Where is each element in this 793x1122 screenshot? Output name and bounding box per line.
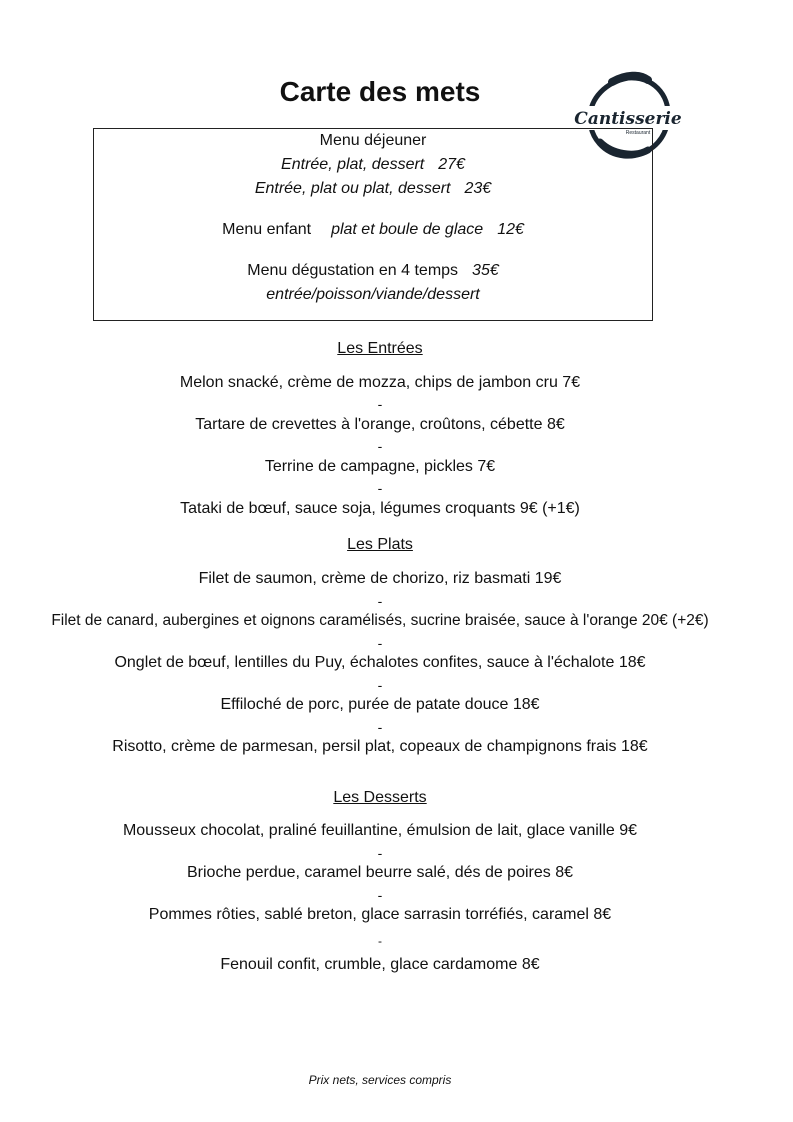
- dish-entree: Tataki de bœuf, sauce soja, légumes croquants 9€ (+1€): [180, 500, 580, 517]
- lunch-menu-title: Menu déjeuner: [319, 132, 427, 149]
- dish-entree: Melon snacké, crème de mozza, chips de jambon cru 7€: [179, 374, 581, 391]
- separator: -: [377, 635, 383, 651]
- dish-plat: Filet de canard, aubergines et oignons caramélisés, sucrine braisée, sauce à l'orange 20€ (+2€): [51, 612, 709, 629]
- dish-entree: Terrine de campagne, pickles 7€: [264, 458, 496, 475]
- dish-dessert: Brioche perdue, caramel beurre salé, dés de poires 8€: [187, 864, 573, 881]
- svg-text:Restaurant: Restaurant: [625, 130, 651, 136]
- separator: -: [377, 396, 383, 412]
- section-heading-plats: Les Plats: [347, 536, 413, 553]
- lunch-option-2: Entrée, plat ou plat, dessert 23€: [254, 180, 492, 197]
- separator: -: [377, 719, 383, 735]
- separator: -: [378, 934, 382, 948]
- dish-plat: Onglet de bœuf, lentilles du Puy, échalotes confites, sauce à l'échalote 18€: [114, 654, 646, 671]
- footer-note: Prix nets, services compris: [308, 1073, 452, 1087]
- separator: -: [377, 480, 383, 496]
- lunch-option-1: Entrée, plat, dessert 27€: [281, 156, 465, 173]
- page-title: Carte des mets: [279, 76, 481, 107]
- separator: -: [377, 845, 383, 861]
- kids-menu: Menu enfant plat et boule de glace 12€: [222, 221, 524, 238]
- section-heading-entrees: Les Entrées: [337, 340, 423, 357]
- separator: -: [377, 677, 383, 693]
- dish-dessert: Pommes rôties, sablé breton, glace sarrasin torréfiés, caramel 8€: [148, 906, 612, 923]
- dish-dessert: Fenouil confit, crumble, glace cardamome 8€: [220, 956, 540, 973]
- dish-dessert: Mousseux chocolat, praliné feuillantine, émulsion de lait, glace vanille 9€: [122, 822, 638, 839]
- dish-entree: Tartare de crevettes à l'orange, croûtons, cébette 8€: [195, 416, 565, 433]
- section-heading-desserts: Les Desserts: [333, 789, 427, 806]
- dish-plat: Filet de saumon, crème de chorizo, riz basmati 19€: [198, 570, 562, 587]
- dish-plat: Risotto, crème de parmesan, persil plat, copeaux de champignons frais 18€: [112, 738, 648, 755]
- tasting-menu: Menu dégustation en 4 temps 35€: [247, 262, 499, 279]
- separator: -: [377, 593, 383, 609]
- separator: -: [377, 887, 383, 903]
- separator: -: [377, 438, 383, 454]
- tasting-menu-desc: entrée/poisson/viande/dessert: [266, 286, 480, 303]
- logo-text: Cantisserie: [574, 109, 682, 129]
- dish-plat: Effiloché de porc, purée de patate douce 18€: [220, 696, 540, 713]
